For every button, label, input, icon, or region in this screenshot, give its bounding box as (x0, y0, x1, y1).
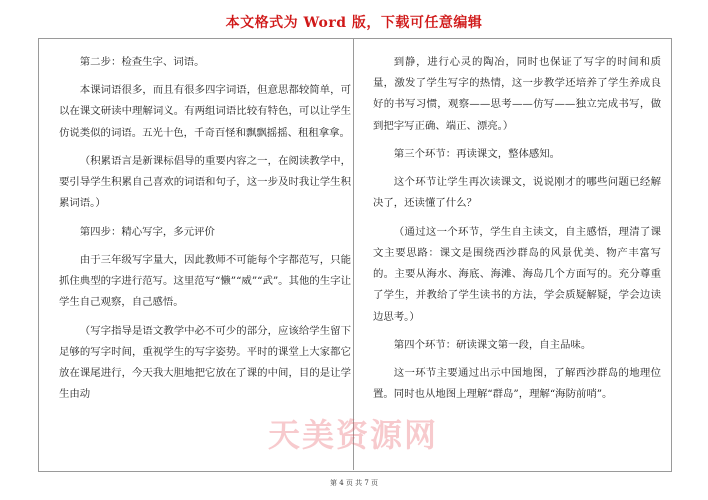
paragraph-map: 这一环节主要通过出示中国地图，了解西沙群岛的地理位置。同时也从地图上理解“群岛”，理解“海防前哨”。 (373, 367, 661, 401)
paragraph-third-stage: 第三个环节：再读课文，整体感知。 (393, 148, 561, 160)
right-column (373, 52, 661, 413)
document-header-title: 本文格式为 Word 版，下载可任意编辑 (225, 15, 483, 31)
watermark-logo: 天美资源网 (267, 416, 438, 454)
paragraph-step-four: 第四步：精心写字，多元评价 (79, 225, 215, 238)
paragraph-writing-note-cont: 到静，进行心灵的陶冶，同时也保证了写字的时间和质量，激发了学生写字的热情，这一步教学还培养了学生养成良好的书写习惯，观察——思考——仿写——独立完成书写，做到把字写正确、端正、漂亮。） (373, 56, 661, 132)
paragraph-reread-note: （通过这一个环节，学生自主读文，自主感悟，理清了课文主要思路：课文是围绕西沙群岛的风景优美、物产丰富写的。主要从海水、海底、海滩、海岛几个方面写的。充分尊重了学生，并教给了学生读书的方法，学会质疑解疑，学会边读边思考。） (373, 225, 661, 323)
paragraph-writing-note: （写字指导是语文教学中必不可少的部分，应该给学生留下足够的写字时间，重视学生的写字姿势。平时的课堂上大家都它放在课尾进行，今天我大胆地把它放在了课的中间，目的是让学生由动 (59, 324, 351, 401)
column-divider (353, 38, 354, 470)
paragraph-writing: 由于三年级写字量大，因此教师不可能每个字都范写，只能抓住典型的字进行范写。这里范写“懒”“威”“武”。其他的生字让学生自己观察，自己感悟。 (59, 254, 351, 309)
paragraph-vocabulary-note: （积累语言是新课标倡导的重要内容之一，在阅读教学中，要引导学生积累自己喜欢的词语和句子，这一步及时我让学生积累词语。） (59, 155, 351, 210)
page-number: 第 4 页 共 7 页 (329, 479, 379, 487)
paragraph-fourth-stage: 第四个环节：研读课文第一段，自主品味。 (393, 339, 592, 351)
paragraph-step-two: 第二步：检查生字、词语。 (79, 56, 205, 68)
left-column (59, 52, 351, 413)
paragraph-reread: 这个环节让学生再次读课文，说说刚才的哪些问题已经解决了，还读懂了什么？ (373, 176, 661, 210)
paragraph-vocabulary: 本课词语很多，而且有很多四字词语，但意思都较简单，可以在课文研读中理解词义。有两组词语比较有特色，可以让学生仿说类似的词语。五光十色，千奇百怪和飘飘摇摇、租租拿拿。 (59, 84, 351, 139)
